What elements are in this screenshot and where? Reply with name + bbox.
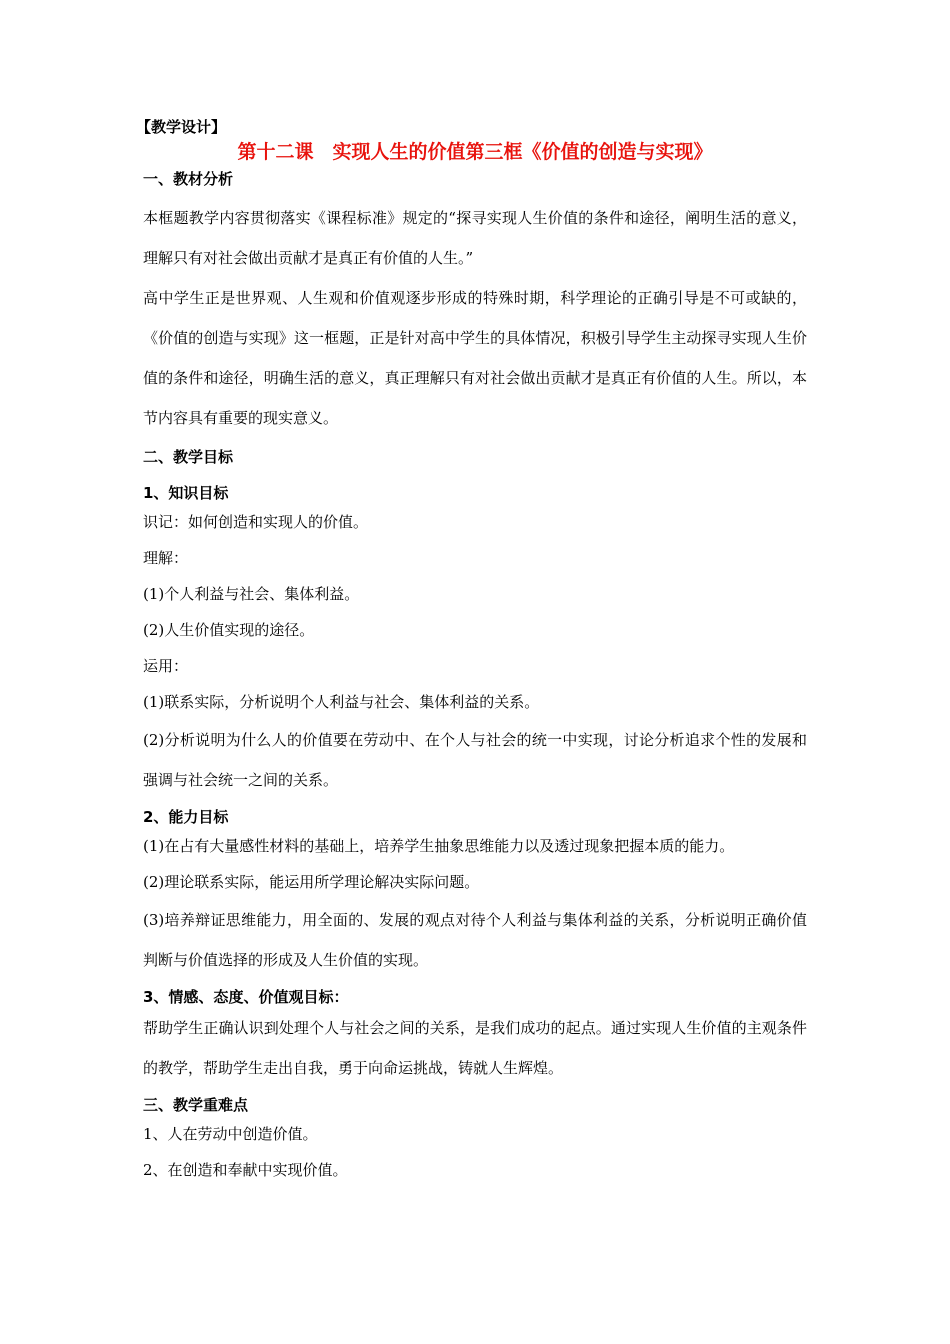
section-heading-key-points: 三、教学重难点: [143, 1096, 249, 1114]
section-heading-materials: 一、教材分析: [143, 170, 234, 188]
list-item: (1)在占有大量感性材料的基础上，培养学生抽象思维能力以及透过现象把握本质的能力。: [143, 837, 735, 855]
list-item: (2)理论联系实际，能运用所学理论解决实际问题。: [143, 873, 480, 891]
list-item: 1、人在劳动中创造价值。: [143, 1125, 318, 1143]
subsection-heading-values: 3、情感、态度、价值观目标：: [143, 988, 349, 1006]
list-item: (2)人生价值实现的途径。: [143, 621, 315, 639]
document-page: [136, 116, 807, 1188]
paragraph: 高中学生正是世界观、人生观和价值观逐步形成的特殊时期，科学理论的正确引导是不可或缺的，《价值的创造与实现》这一框题，正是针对高中学生的具体情况，积极引导学生主动探寻实现人生价值的条件和途径，明确生活的意义，真正理解只有对社会做出贡献才是真正有价值的人生。所以，本节内容具有重要的现实意义。: [143, 289, 807, 427]
subsection-heading-ability: 2、能力目标: [143, 808, 229, 826]
list-item: 识记：如何创造和实现人的价值。: [143, 513, 369, 531]
list-item: (2)分析说明为什么人的价值要在劳动中、在个人与社会的统一中实现，讨论分析追求个性的发展和强调与社会统一之间的关系。: [143, 731, 807, 789]
list-item: (1)个人利益与社会、集体利益。: [143, 585, 360, 603]
section-heading-objectives: 二、教学目标: [143, 448, 234, 466]
list-item: 2、在创造和奉献中实现价值。: [143, 1161, 348, 1179]
doc-title: 第十二课 实现人生的价值第三框《价值的创造与实现》: [237, 141, 713, 163]
subsection-heading-knowledge: 1、知识目标: [143, 484, 229, 502]
list-item: (3)培养辩证思维能力，用全面的、发展的观点对待个人利益与集体利益的关系，分析说明正确价值判断与价值选择的形成及人生价值的实现。: [143, 911, 807, 969]
paragraph: 帮助学生正确认识到处理个人与社会之间的关系，是我们成功的起点。通过实现人生价值的主观条件的教学，帮助学生走出自我，勇于向命运挑战，铸就人生辉煌。: [143, 1019, 807, 1077]
list-item: (1)联系实际，分析说明个人利益与社会、集体利益的关系。: [143, 693, 540, 711]
list-item: 理解：: [143, 549, 189, 567]
paragraph: 本框题教学内容贯彻落实《课程标准》规定的“探寻实现人生价值的条件和途径，阐明生活的意义，理解只有对社会做出贡献才是真正有价值的人生。”: [143, 209, 807, 267]
doc-tag: 【教学设计】: [136, 118, 227, 136]
list-item: 运用：: [143, 657, 189, 675]
